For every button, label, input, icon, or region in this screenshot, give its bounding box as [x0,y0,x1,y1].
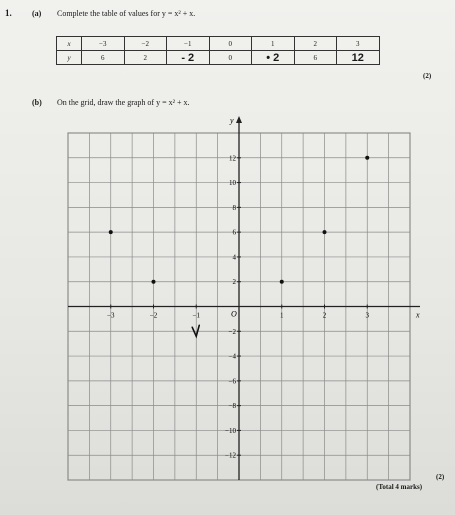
y-tick-label: −4 [228,352,236,361]
plotted-point[interactable] [152,280,156,284]
plotted-point[interactable] [323,230,327,234]
part-a-marks: (2) [423,72,432,80]
y-cell[interactable]: 0 [209,51,252,65]
y-tick-label: 8 [232,203,236,212]
y-cell[interactable]: 6 [82,51,125,65]
x-cell: −3 [82,37,125,51]
part-a-instruction: Complete the table of values for y = x² + x. [57,9,196,18]
y-axis-arrow [236,116,242,123]
y-row-label: y [57,51,82,65]
y-tick-label: 12 [229,154,236,163]
part-b-instruction: On the grid, draw the graph of y = x² + x. [57,98,190,107]
total-marks: (Total 4 marks) [376,483,423,491]
x-cell: −2 [124,37,167,51]
x-tick-label: 2 [322,311,327,320]
plotted-point[interactable] [280,280,284,284]
y-tick-label: 10 [229,179,236,188]
y-cell[interactable]: 2 [124,51,167,65]
x-tick-label: −1 [192,311,200,320]
x-tick-label: −3 [107,311,115,320]
y-tick-label: −6 [228,377,236,386]
question-number: 1. [5,8,12,18]
part-b-label: (b) [32,98,42,107]
x-cell: 0 [209,37,252,51]
x-tick-label: 1 [280,311,284,320]
y-tick-label: 6 [232,228,236,237]
part-a-label: (a) [32,9,42,18]
y-tick-label: −8 [228,402,236,411]
y-cell-handwritten[interactable]: • 2 [252,51,295,65]
x-cell: 3 [337,37,380,51]
y-tick-label: −2 [228,327,236,336]
y-cell-handwritten[interactable]: - 2 [167,51,210,65]
part-b-marks: (2) [436,473,445,481]
x-cell: 2 [294,37,337,51]
origin-label: O [231,309,237,319]
y-cell[interactable]: 6 [294,51,337,65]
x-axis-label: x [416,310,420,320]
x-cell: 1 [252,37,295,51]
plotted-point[interactable] [109,230,113,234]
y-tick-label: −12 [225,451,236,460]
y-cell-handwritten[interactable]: 12 [337,51,380,65]
y-tick-label: −10 [225,426,236,435]
x-cell: −1 [167,37,210,51]
handwritten-mark [192,325,199,336]
y-tick-label: 2 [232,278,236,287]
y-axis-label: y [230,116,234,125]
x-tick-label: 3 [365,311,369,320]
x-tick-label: −2 [149,311,158,320]
plotted-point[interactable] [365,156,369,160]
y-tick-label: 4 [232,253,236,262]
x-row-label: x [57,37,82,51]
